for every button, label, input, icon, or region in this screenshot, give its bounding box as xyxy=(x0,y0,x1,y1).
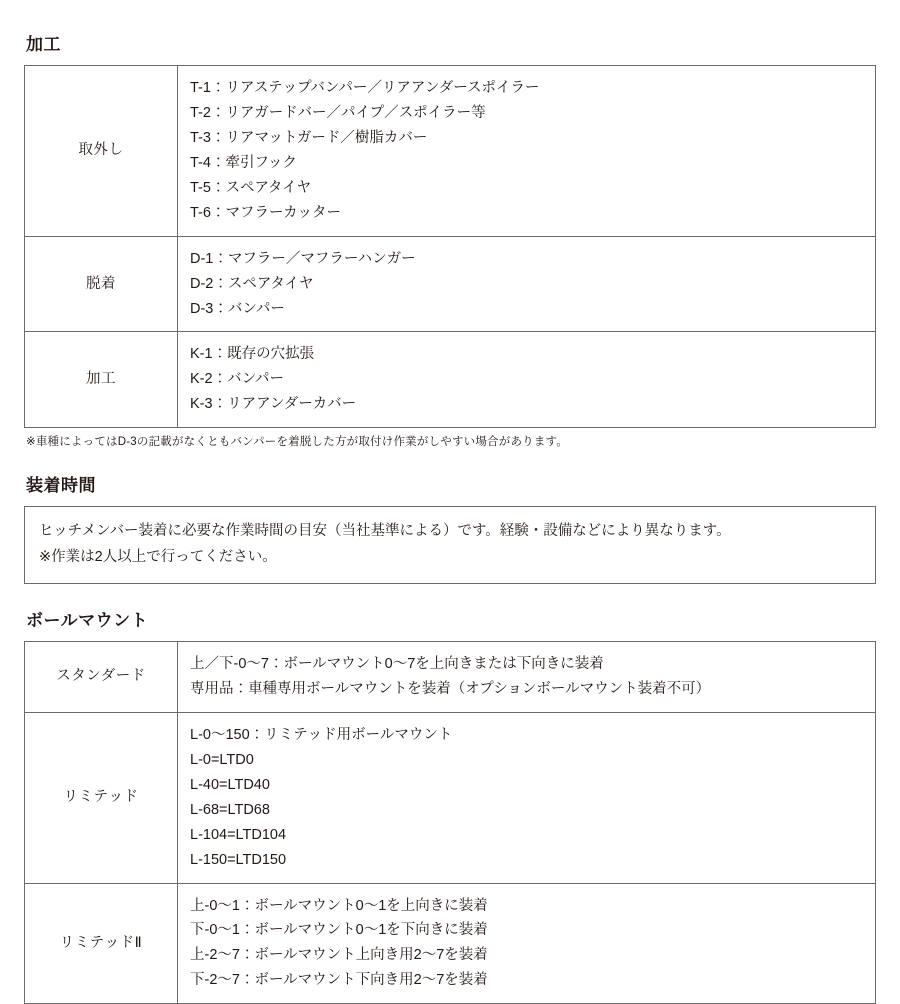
list-item: 上-2〜7：ボールマウント上向き用2〜7を装着 xyxy=(190,947,488,964)
list-item: L-40=LTD40 xyxy=(190,776,270,793)
row-label-removal: 取外し xyxy=(25,66,178,237)
list-item: K-3：リアアンダーカバー xyxy=(190,396,357,413)
list-item: T-2：リアガードバー／パイプ／スポイラー等 xyxy=(190,104,486,121)
processing-note: ※車種によってはD-3の記載がなくともバンパーを着脱した方が取付け作業がしやすい場合があります。 xyxy=(26,436,569,449)
list-item: T-1：リアステップバンパー／リアアンダースポイラー xyxy=(190,80,540,96)
list-item: 上／下-0〜7：ボールマウント0〜7を上向きまたは下向きに装着 xyxy=(190,656,604,672)
install-time-line-1: ヒッチメンバー装着に必要な作業時間の目安（当社基準による）です。経験・設備などにより異なります。 xyxy=(39,523,731,540)
list-item: L-0=LTD0 xyxy=(190,751,254,768)
row-label-limited: リミテッド xyxy=(25,712,178,883)
list-item: 上-0〜1：ボールマウント0〜1を上向きに装着 xyxy=(190,897,488,914)
table-row xyxy=(25,642,876,713)
processing-table xyxy=(24,65,876,428)
table-row xyxy=(25,332,876,428)
list-item: L-68=LTD68 xyxy=(190,801,270,818)
list-item: D-3：バンパー xyxy=(190,300,285,317)
row-content-removal xyxy=(178,66,876,237)
table-row xyxy=(25,66,876,237)
list-item: T-5：スペアタイヤ xyxy=(190,179,312,196)
list-item: D-2：スペアタイヤ xyxy=(190,275,314,292)
section-heading-ball-mount: ボールマウント xyxy=(26,611,149,630)
list-item: 下-0〜1：ボールマウント0〜1を下向きに装着 xyxy=(190,922,488,939)
row-label-detach: 脱着 xyxy=(25,236,178,332)
ball-mount-table xyxy=(24,641,876,1004)
table-row xyxy=(25,236,876,332)
list-item: L-150=LTD150 xyxy=(190,851,287,868)
row-content-detach xyxy=(178,236,876,332)
table-row xyxy=(25,883,876,1004)
list-item: L-0〜150：リミテッド用ボールマウント xyxy=(190,726,453,743)
row-label-standard: スタンダード xyxy=(25,642,178,713)
list-item: 下-2〜7：ボールマウント下向き用2〜7を装着 xyxy=(190,972,488,989)
row-content-limited xyxy=(178,712,876,883)
section-heading-processing: 加工 xyxy=(26,35,61,54)
list-item: T-4：牽引フック xyxy=(190,154,297,171)
list-item: K-1：既存の穴拡張 xyxy=(190,346,315,363)
row-label-machining: 加工 xyxy=(25,332,178,428)
list-item: D-1：マフラー／マフラーハンガー xyxy=(190,250,416,267)
install-time-box xyxy=(24,506,876,584)
list-item: 専用品：車種専用ボールマウントを装着（オプションボールマウント装着不可） xyxy=(190,680,711,697)
list-item: K-2：バンパー xyxy=(190,371,285,388)
section-heading-install-time: 装着時間 xyxy=(26,476,96,496)
table-row xyxy=(25,712,876,883)
list-item: T-3：リアマットガード／樹脂カバー xyxy=(190,129,428,146)
list-item: L-104=LTD104 xyxy=(190,826,287,843)
row-content-standard xyxy=(178,642,876,713)
row-label-limited-2: リミテッドⅡ xyxy=(25,883,178,1004)
install-time-line-2: ※作業は2人以上で行ってください。 xyxy=(39,548,277,565)
row-content-machining xyxy=(178,332,876,428)
list-item: T-6：マフラーカッター xyxy=(190,204,342,221)
row-content-limited-2 xyxy=(178,883,876,1004)
